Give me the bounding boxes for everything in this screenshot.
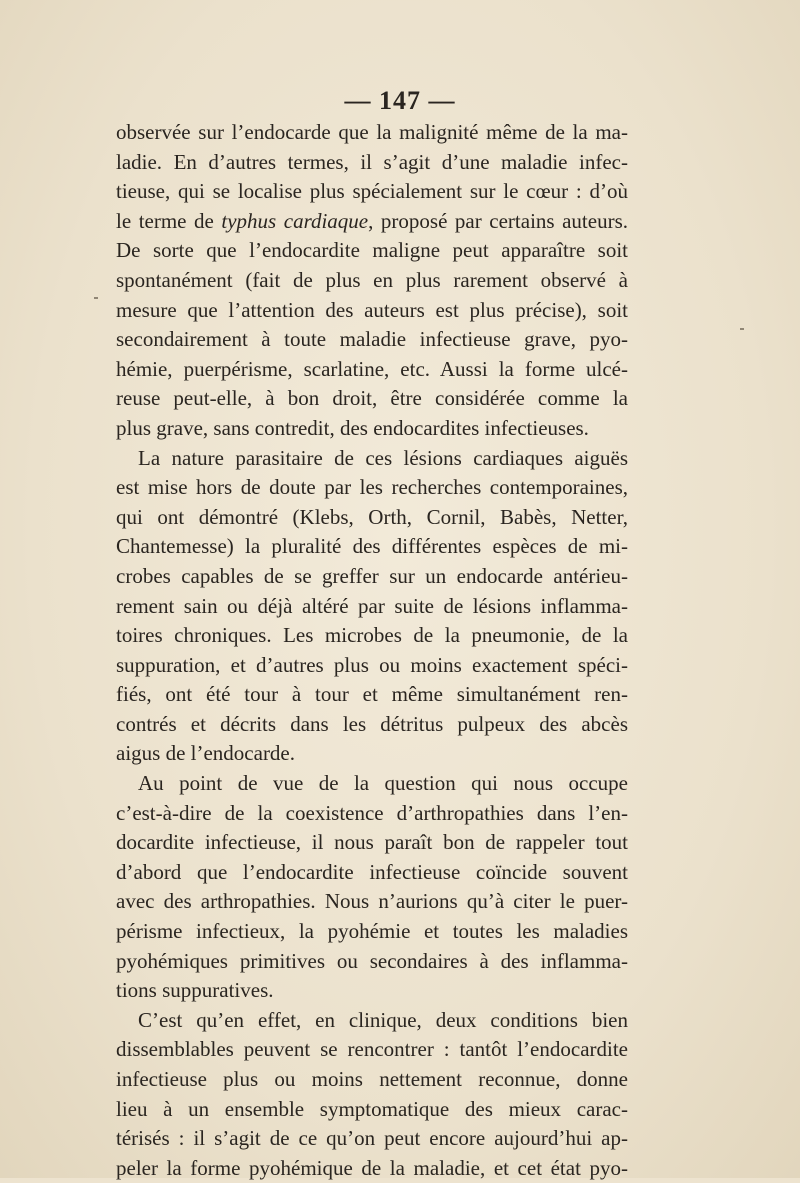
text-segment: peler la forme pyohémique de la maladie, et cet état pyo- (116, 1155, 628, 1180)
text-line (116, 1095, 628, 1125)
text-line (116, 296, 628, 326)
text-segment: le terme de (116, 208, 222, 233)
text-segment: La nature parasitaire de ces lésions cardiaques aiguës (138, 445, 628, 470)
text-segment: De sorte que l’endocardite maligne peut apparaître soit (116, 238, 628, 263)
text-line (116, 680, 628, 710)
text-line (116, 473, 628, 503)
italic-term: typhus cardiaque (221, 208, 369, 233)
text-line (116, 207, 628, 237)
page-number: — 147 — (344, 86, 456, 115)
text-line (116, 118, 628, 148)
text-line (116, 1006, 628, 1036)
text-segment: fiés, ont été tour à tour et même simultanément ren- (116, 682, 628, 707)
text-segment: , proposé par certains auteurs. (368, 208, 628, 233)
text-segment: spontanément (fait de plus en plus rarement observé à (116, 267, 628, 292)
text-line (116, 414, 628, 444)
text-line (116, 651, 628, 681)
text-line (116, 532, 628, 562)
text-line (116, 592, 628, 622)
text-line (116, 1065, 628, 1095)
stray-mark (94, 297, 98, 299)
text-segment: térisés : il s’agit de ce qu’on peut encore aujourd’hui ap- (116, 1126, 628, 1151)
text-line (116, 799, 628, 829)
text-line (116, 444, 628, 474)
text-segment: infectieuse plus ou moins nettement reconnue, donne (116, 1067, 628, 1091)
text-segment: plus grave, sans contredit, des endocardites infectieuses. (116, 415, 589, 440)
text-line (116, 355, 628, 385)
text-segment: aigus de l’endocarde. (116, 741, 296, 766)
text-segment: suppuration, et d’autres plus ou moins exactement spéci- (116, 652, 628, 677)
text-segment: ladie. En d’autres termes, il s’agit d’une maladie infec- (116, 149, 628, 174)
text-segment: c’est-à-dire de la coexistence d’arthropathies dans l’en- (116, 800, 628, 825)
text-segment: rement sain ou déjà altéré par suite de lésions inflamma- (116, 593, 628, 618)
text-line (116, 858, 628, 888)
text-segment: tieuse, qui se localise plus spécialement sur le cœur : d’où (116, 179, 628, 204)
text-line (116, 562, 628, 592)
text-segment: observée sur l’endocarde que la malignité même de la ma- (116, 120, 628, 144)
text-line (116, 739, 628, 769)
text-segment: périsme infectieux, la pyohémie et toutes les maladies (116, 919, 628, 944)
text-segment: docardite infectieuse, il nous paraît bon de rappeler tout (116, 830, 628, 855)
text-line (116, 621, 628, 651)
text-segment: est mise hors de doute par les recherches contemporaines, (116, 475, 628, 500)
text-segment: secondairement à toute maladie infectieuse grave, pyo- (116, 327, 628, 352)
text-segment: reuse peut-elle, à bon droit, être considérée comme la (116, 386, 628, 411)
text-segment: d’abord que l’endocardite infectieuse coïncide souvent (116, 859, 628, 884)
text-line (116, 887, 628, 917)
text-segment: lieu à un ensemble symptomatique des mieux carac- (116, 1096, 628, 1121)
text-segment: hémie, puerpérisme, scarlatine, etc. Aussi la forme ulcé- (116, 356, 628, 381)
text-line (116, 917, 628, 947)
text-line (116, 947, 628, 977)
text-segment: mesure que l’attention des auteurs est plus précise), soit (116, 297, 628, 322)
text-segment: qui ont démontré (Klebs, Orth, Cornil, Babès, Netter, (116, 504, 628, 529)
text-line (116, 1124, 628, 1154)
text-line (116, 148, 628, 178)
text-segment: pyohémiques primitives ou secondaires à des inflamma- (116, 948, 628, 973)
text-line (116, 503, 628, 533)
text-line (116, 1035, 628, 1065)
text-segment: tions suppuratives. (116, 978, 274, 1003)
text-segment: dissemblables peuvent se rencontrer : tantôt l’endocardite (116, 1037, 628, 1062)
text-segment: Au point de vue de la question qui nous occupe (138, 771, 628, 796)
text-segment: crobes capables de se greffer sur un endocarde antérieu- (116, 563, 628, 588)
text-segment: toires chroniques. Les microbes de la pneumonie, de la (116, 623, 628, 648)
text-line (116, 976, 628, 1006)
text-line (116, 828, 628, 858)
text-segment: C’est qu’en effet, en clinique, deux conditions bien (138, 1007, 628, 1032)
text-segment: avec des arthropathies. Nous n’aurions qu’à citer le puer- (116, 889, 628, 914)
body-text (116, 118, 628, 1183)
text-line (116, 1154, 628, 1183)
stray-mark (740, 328, 744, 330)
text-line (116, 769, 628, 799)
text-line (116, 177, 628, 207)
text-segment: Chantemesse) la pluralité des différentes espèces de mi- (116, 534, 628, 559)
text-line (116, 236, 628, 266)
text-segment: contrés et décrits dans les détritus pulpeux des abcès (116, 711, 628, 736)
text-line (116, 325, 628, 355)
text-line (116, 266, 628, 296)
text-line (116, 384, 628, 414)
text-line (116, 710, 628, 740)
